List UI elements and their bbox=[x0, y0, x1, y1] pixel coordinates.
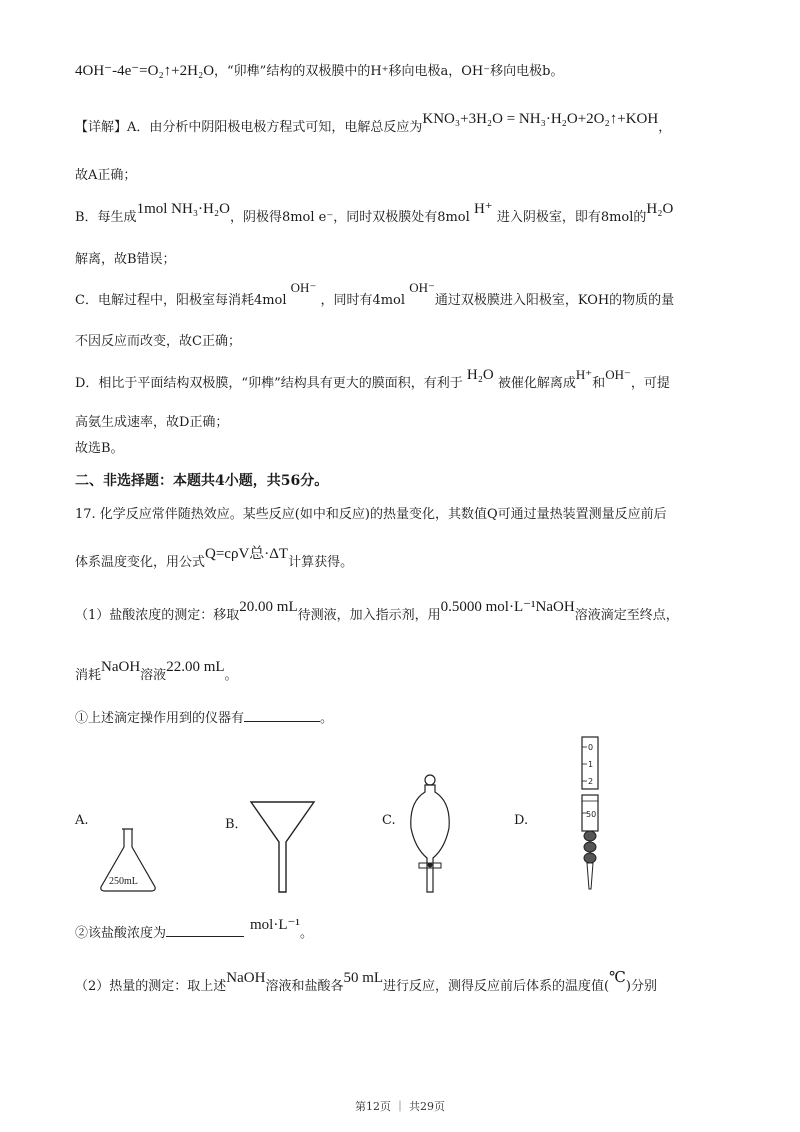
part-2-line-1: （2）热量的测定：取上述NaOH溶液和盐酸各50 mL进行反应，测得反应前后体系的温度值(℃)分别 bbox=[75, 970, 657, 994]
answer-blank-2[interactable] bbox=[166, 924, 244, 937]
equation-anode: 4OH⁻-4e⁻=O₂↑+2H₂O bbox=[75, 63, 215, 79]
text-line-5: 解离，故B错误； bbox=[75, 252, 176, 267]
burette-icon bbox=[575, 735, 605, 895]
conical-flask-icon bbox=[95, 825, 165, 895]
text-line-9: 高氨生成速率，故D正确； bbox=[75, 415, 229, 430]
section-heading: 二、非选择题：本题共4小题，共56分。 bbox=[75, 473, 329, 489]
funnel-icon bbox=[248, 800, 318, 895]
answer-blank-1[interactable] bbox=[244, 709, 320, 722]
question-17-line-1: 17. 化学反应常伴随热效应。某些反应(如中和反应)的热量变化，其数值Q可通过量热装置测量反应前后 bbox=[75, 507, 667, 522]
subquestion-1: ①上述滴定操作用到的仪器有 。 bbox=[75, 711, 334, 726]
text-line-10: 故选B。 bbox=[75, 441, 124, 456]
text-line-7: 不因反应而改变，故C正确； bbox=[75, 334, 241, 349]
option-b-label: B． bbox=[225, 817, 248, 832]
text-line-4: B．每生成1mol NH₃·H₂O，阴极得8mol e⁻，同时双极膜处有8mol H⁺ 进入阴极室，即有8mol的H₂O bbox=[75, 201, 674, 225]
flask-volume-label: 250mL bbox=[109, 876, 138, 887]
subquestion-2: ②该盐酸浓度为mol·L⁻¹。 bbox=[75, 917, 313, 941]
separatory-funnel-icon bbox=[405, 772, 455, 897]
burette-tick-50: 50 bbox=[586, 810, 597, 819]
text-line-6: C．电解过程中，阳极室每消耗4mol OH⁻ ，同时有4mol OH⁻通过双极膜进入阳极室，KOH的物质的量 bbox=[75, 280, 675, 308]
text-line-2: 【详解】A．由分析中阴阳极电极方程式可知，电解总反应为KNO₃+3H₂O = NH₃·H₂O+2O₂↑+KOH， bbox=[75, 111, 672, 135]
part-1-line-1: （1）盐酸浓度的测定：移取20.00 mL待测液，加入指示剂，用0.5000 mol·L⁻¹NaOH溶液滴定至终点， bbox=[75, 599, 679, 623]
part-1-line-2: 消耗NaOH溶液22.00 mL。 bbox=[75, 659, 238, 683]
text-line-8: D．相比于平面结构双极膜，“卯榫”结构具有更大的膜面积，有利于 H₂O 被催化解离成H⁺和OH⁻，可提 bbox=[75, 367, 670, 391]
burette-tick-2: 2 bbox=[588, 777, 594, 786]
heat-formula: Q=cρV总·ΔT bbox=[205, 546, 289, 562]
option-a-label: A. bbox=[75, 813, 89, 828]
option-d-label: D. bbox=[514, 813, 529, 828]
burette-tick-0: 0 bbox=[588, 743, 594, 752]
option-c-label: C. bbox=[382, 813, 396, 828]
page-footer: 第12页 ｜ 共29页 bbox=[355, 1100, 445, 1113]
equation-total: KNO₃+3H₂O = NH₃·H₂O+2O₂↑+KOH bbox=[422, 111, 659, 127]
text-line-3: 故A正确； bbox=[75, 168, 137, 183]
burette-tick-1: 1 bbox=[588, 760, 594, 769]
question-17-line-2: 体系温度变化，用公式Q=cρV总·ΔT计算获得。 bbox=[75, 546, 354, 570]
text-line-1: 4OH⁻-4e⁻=O₂↑+2H₂O，“卯榫”结构的双极膜中的H⁺移向电极a，OH⁻移向电极b。 bbox=[75, 63, 564, 79]
